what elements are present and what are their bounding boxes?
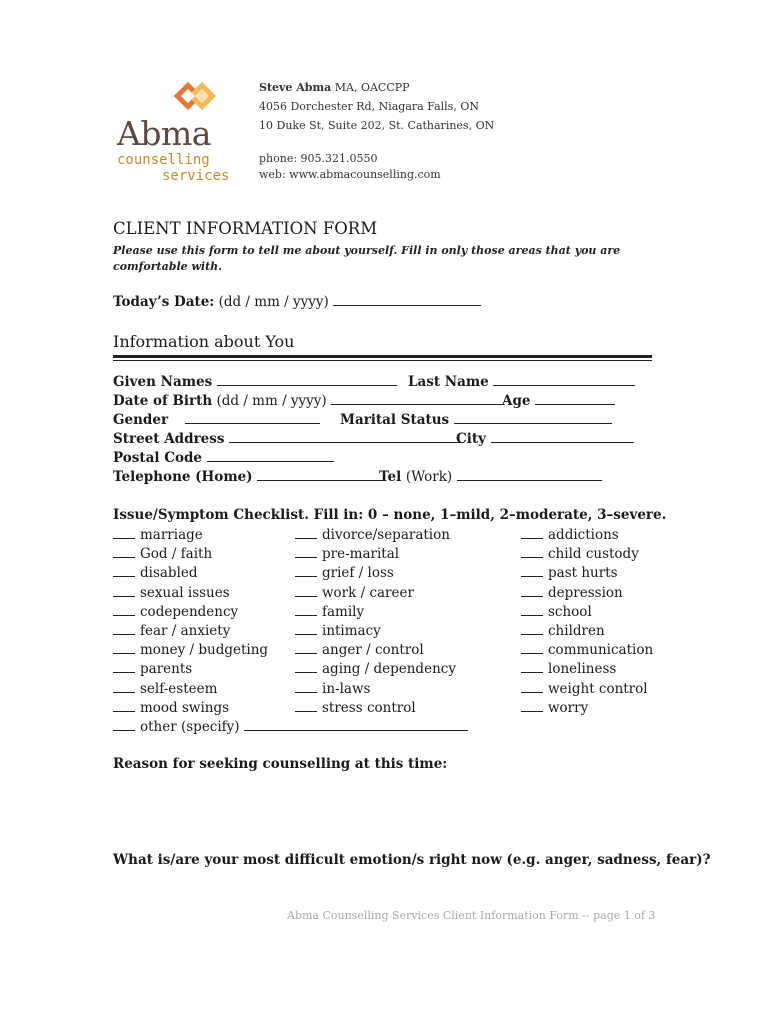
checklist-rating-blank[interactable] <box>521 564 543 577</box>
last-name-field: Last Name <box>408 373 635 390</box>
checklist-item-label: pre-marital <box>322 546 400 563</box>
todays-date-input[interactable] <box>333 293 481 306</box>
checklist-rating-blank[interactable] <box>113 718 135 731</box>
checklist-rating-blank[interactable] <box>521 699 543 712</box>
checklist-item-label: aging / dependency <box>322 661 456 678</box>
reason-answer-area[interactable] <box>113 780 652 840</box>
checklist-item-label: loneliness <box>548 661 617 678</box>
checklist-item-label: sexual issues <box>140 584 230 601</box>
street-address-input[interactable] <box>229 430 463 443</box>
checklist-item <box>113 545 268 564</box>
checklist-rating-blank[interactable] <box>113 680 135 693</box>
marital-status-input[interactable] <box>454 411 612 424</box>
checklist-item-label: grief / loss <box>322 565 394 582</box>
checklist-item-label: money / budgeting <box>140 642 269 659</box>
city-field: City <box>456 430 634 447</box>
logo-subtitle-1: counselling <box>117 152 210 168</box>
checklist-rating-blank[interactable] <box>113 564 135 577</box>
checklist-rating-blank[interactable] <box>295 603 317 616</box>
telephone-work-field: Tel (Work) <box>379 468 602 485</box>
checklist-rating-blank[interactable] <box>295 584 317 597</box>
checklist-item-label: past hurts <box>548 565 618 582</box>
checklist-item-label: worry <box>548 699 589 716</box>
city-input[interactable] <box>491 430 634 443</box>
info-section-heading: Information about You <box>113 332 295 351</box>
checklist-rating-blank[interactable] <box>113 545 135 558</box>
checklist-item-label: marriage <box>140 527 203 543</box>
checklist-item-label: in-laws <box>322 680 371 697</box>
checklist-item-label: intimacy <box>322 622 381 639</box>
checklist-item <box>295 660 456 679</box>
checklist-rating-blank[interactable] <box>521 603 543 616</box>
checklist-rating-blank[interactable] <box>295 680 317 693</box>
checklist-item <box>295 622 456 641</box>
checklist-rating-blank[interactable] <box>521 641 543 654</box>
checklist-rating-blank[interactable] <box>295 660 317 673</box>
checklist-item-label: weight control <box>548 680 648 697</box>
street-address-field: Street Address <box>113 430 463 447</box>
age-input[interactable] <box>535 392 615 405</box>
postal-code-input[interactable] <box>207 449 334 462</box>
checklist-item <box>521 526 653 545</box>
checklist-column-1 <box>113 526 268 718</box>
telephone-work-input[interactable] <box>457 468 602 481</box>
checklist-item-label: anger / control <box>322 642 424 659</box>
checklist-item-label: divorce/separation <box>322 527 450 543</box>
checklist-item <box>295 699 456 718</box>
checklist-item-label: addictions <box>548 527 619 543</box>
checklist-heading: Issue/Symptom Checklist. Fill in: 0 – none, 1–mild, 2–moderate, 3–severe. <box>113 507 667 523</box>
checklist-item <box>521 603 653 622</box>
checklist-item-label: family <box>322 603 365 620</box>
checklist-item-label: fear / anxiety <box>140 622 231 639</box>
checklist-item-label: disabled <box>140 565 198 582</box>
checklist-item <box>521 564 653 583</box>
company-logo <box>112 78 237 188</box>
checklist-item-label: child custody <box>548 546 639 563</box>
logo-diamonds-icon <box>112 78 237 118</box>
checklist-item <box>113 526 268 545</box>
checklist-rating-blank[interactable] <box>295 699 317 712</box>
checklist-rating-blank[interactable] <box>113 603 135 616</box>
checklist-item-label: communication <box>548 642 654 659</box>
checklist-rating-blank[interactable] <box>521 680 543 693</box>
checklist-rating-blank[interactable] <box>521 660 543 673</box>
checklist-item <box>113 699 268 718</box>
checklist-item <box>295 526 456 545</box>
checklist-item <box>295 545 456 564</box>
checklist-item-label: parents <box>140 661 193 678</box>
checklist-item-other: other (specify) <box>113 718 468 735</box>
section-rule-thick <box>113 355 652 358</box>
checklist-rating-blank[interactable] <box>113 660 135 673</box>
checklist-item <box>113 584 268 603</box>
telephone-home-field: Telephone (Home) <box>113 468 385 485</box>
dob-field: Date of Birth (dd / mm / yyyy) <box>113 392 503 409</box>
checklist-item <box>113 660 268 679</box>
checklist-item-label: mood swings <box>140 699 230 716</box>
logo-subtitle-2: services <box>162 168 230 184</box>
checklist-rating-blank[interactable] <box>113 622 135 635</box>
checklist-rating-blank[interactable] <box>521 584 543 597</box>
emotion-answer-area[interactable] <box>113 876 652 901</box>
address-line-2: 10 Duke St, Suite 202, St. Catharines, ON <box>259 119 495 132</box>
gender-input[interactable] <box>185 411 320 424</box>
checklist-rating-blank[interactable] <box>295 526 317 539</box>
checklist-rating-blank[interactable] <box>295 564 317 577</box>
checklist-item <box>113 564 268 583</box>
checklist-item <box>521 660 653 679</box>
checklist-rating-blank[interactable] <box>521 545 543 558</box>
website: web: www.abmacounselling.com <box>259 168 441 181</box>
checklist-rating-blank[interactable] <box>113 641 135 654</box>
last-name-input[interactable] <box>493 373 635 386</box>
checklist-rating-blank[interactable] <box>295 641 317 654</box>
checklist-item <box>521 641 653 660</box>
checklist-item-label: stress control <box>322 699 416 716</box>
checklist-item-label: depression <box>548 584 623 601</box>
checklist-item <box>113 641 268 660</box>
checklist-item-label: school <box>548 603 592 620</box>
given-names-input[interactable] <box>217 373 397 386</box>
checklist-item <box>113 603 268 622</box>
checklist-item-label: self-esteem <box>140 680 218 697</box>
other-specify-input[interactable] <box>244 718 468 731</box>
checklist-item <box>521 622 653 641</box>
checklist-item <box>295 564 456 583</box>
checklist-item <box>295 641 456 660</box>
postal-code-field: Postal Code <box>113 449 334 466</box>
checklist-rating-blank[interactable] <box>113 584 135 597</box>
address-line-1: 4056 Dorchester Rd, Niagara Falls, ON <box>259 100 479 113</box>
checklist-item <box>113 680 268 699</box>
form-title: CLIENT INFORMATION FORM <box>113 219 378 238</box>
page-footer: Abma Counselling Services Client Information Form -- page 1 of 3 <box>287 909 656 922</box>
checklist-item <box>521 680 653 699</box>
practitioner-name: Steve Abma MA, OACCPP <box>259 81 410 94</box>
given-names-field: Given Names <box>113 373 397 390</box>
checklist-rating-blank[interactable] <box>295 545 317 558</box>
checklist-item-label: codependency <box>140 603 239 620</box>
emotion-question: What is/are your most difficult emotion/s right now (e.g. anger, sadness, fear)? <box>113 852 711 868</box>
todays-date-field: Today’s Date: (dd / mm / yyyy) <box>113 293 481 310</box>
telephone-home-input[interactable] <box>257 468 385 481</box>
checklist-item-label: God / faith <box>140 546 213 563</box>
checklist-item <box>113 622 268 641</box>
checklist-rating-blank[interactable] <box>521 622 543 635</box>
marital-status-field: Marital Status <box>340 411 612 428</box>
phone-number: phone: 905.321.0550 <box>259 152 378 165</box>
checklist-column-2 <box>295 526 456 718</box>
checklist-item <box>521 584 653 603</box>
form-intro: Please use this form to tell me about yourself. Fill in only those areas that you are comfortable with. <box>113 244 621 273</box>
checklist-item <box>295 680 456 699</box>
checklist-column-3 <box>521 526 653 718</box>
checklist-item <box>521 699 653 718</box>
section-rule-thin <box>113 360 652 361</box>
gender-field: Gender <box>113 411 320 428</box>
checklist-item-label: work / career <box>322 584 414 601</box>
reason-question: Reason for seeking counselling at this time: <box>113 756 448 772</box>
checklist-item <box>521 545 653 564</box>
age-field: Age <box>502 392 615 409</box>
logo-wordmark: Abma <box>117 114 211 153</box>
checklist-item <box>295 584 456 603</box>
checklist-rating-blank[interactable] <box>113 699 135 712</box>
checklist-item <box>295 603 456 622</box>
checklist-item-label: children <box>548 622 605 639</box>
checklist-rating-blank[interactable] <box>521 526 543 539</box>
dob-input[interactable] <box>331 392 503 405</box>
checklist-rating-blank[interactable] <box>113 526 135 539</box>
checklist-rating-blank[interactable] <box>295 622 317 635</box>
